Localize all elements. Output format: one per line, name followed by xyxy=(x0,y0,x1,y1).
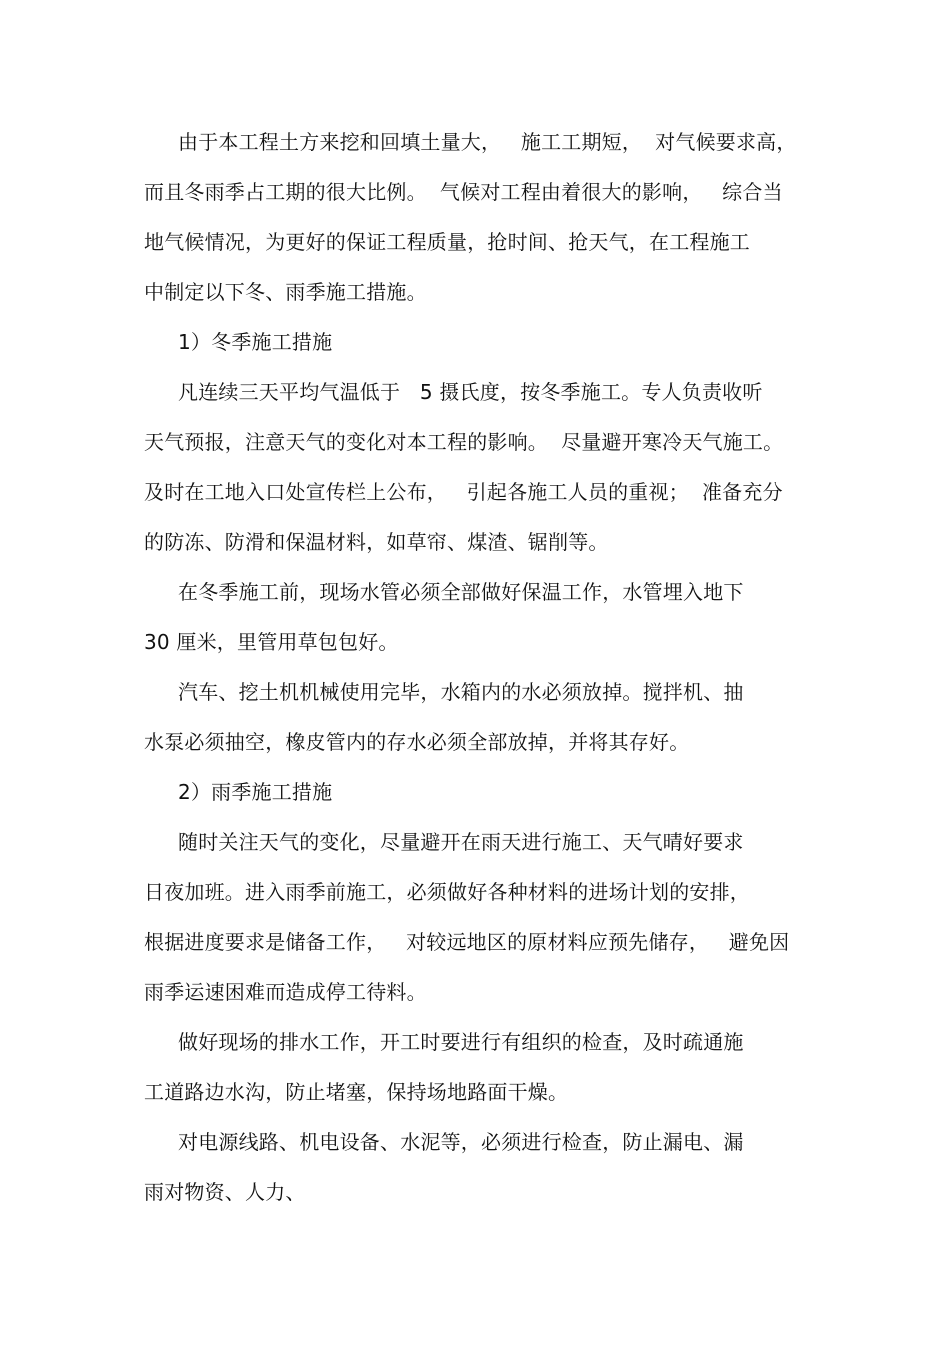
text-line: 由于本工程土方来挖和回填土量大， 施工工期短， 对气候要求高， xyxy=(178,130,797,154)
text-line: 地气候情况，为更好的保证工程质量，抢时间、抢天气，在工程施工 xyxy=(144,230,750,254)
section-heading-rainy: 2）雨季施工措施 xyxy=(178,780,333,804)
text-line: 天气预报，注意天气的变化对本工程的影响。 尽量避开寒冷天气施工。 xyxy=(144,430,784,454)
text-line: 雨对物资、人力、 xyxy=(144,1180,306,1204)
text-line: 及时在工地入口处宣传栏上公布， 引起各施工人员的重视； 准备充分 xyxy=(144,480,783,504)
text-line: 凡连续三天平均气温低于 5 摄氏度，按冬季施工。专人负责收听 xyxy=(178,380,763,404)
text-line: 做好现场的排水工作，开工时要进行有组织的检查，及时疏通施 xyxy=(178,1030,744,1054)
text-line: 日夜加班。进入雨季前施工，必须做好各种材料的进场计划的安排， xyxy=(144,880,750,904)
text-line: 在冬季施工前，现场水管必须全部做好保温工作，水管埋入地下 xyxy=(178,580,744,604)
text-line: 工道路边水沟，防止堵塞，保持场地路面干燥。 xyxy=(144,1080,569,1104)
text-line: 30 厘米，里管用草包包好。 xyxy=(144,630,399,654)
text-line: 而且冬雨季占工期的很大比例。 气候对工程由着很大的影响， 综合当 xyxy=(144,180,783,204)
text-line: 的防冻、防滑和保温材料，如草帘、煤渣、锯削等。 xyxy=(144,530,609,554)
section-heading-winter: 1）冬季施工措施 xyxy=(178,330,333,354)
text-line: 水泵必须抽空，橡皮管内的存水必须全部放掉，并将其存好。 xyxy=(144,730,690,754)
text-line: 中制定以下冬、雨季施工措施。 xyxy=(144,280,427,304)
text-line: 根据进度要求是储备工作， 对较远地区的原材料应预先储存， 避免因 xyxy=(144,930,790,954)
text-line: 对电源线路、机电设备、水泥等，必须进行检查，防止漏电、漏 xyxy=(178,1130,744,1154)
text-line: 汽车、挖土机机械使用完毕，水箱内的水必须放掉。搅拌机、抽 xyxy=(178,680,744,704)
text-line: 随时关注天气的变化，尽量避开在雨天进行施工、天气晴好要求 xyxy=(178,830,744,854)
text-line: 雨季运速困难而造成停工待料。 xyxy=(144,980,427,1004)
